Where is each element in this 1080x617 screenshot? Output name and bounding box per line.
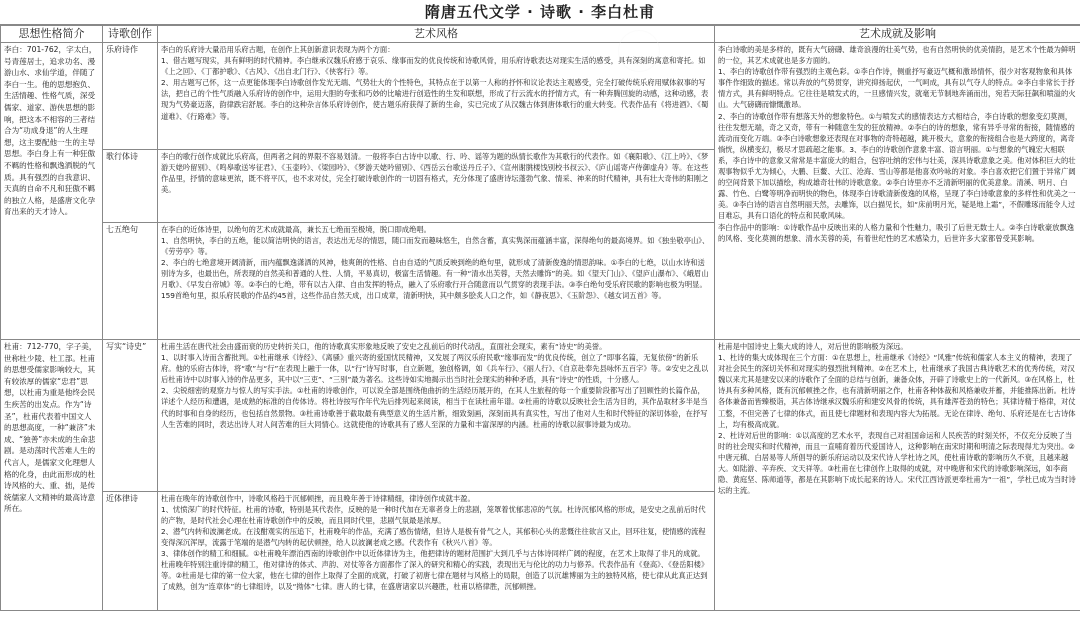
libai-impact: 李白诗歌的美是多样的，既有大气磅礴、雄奇浪漫的壮美气势，也有自然明快的优美情韵，是艺术个性最为鲜明的一位，其艺术成就也是多方面的。 1、李白的诗歌创作带有强烈的主观色彩。①李白作诗，侧重抒写豪迈气概和激昂情怀，很少对客观物象和具体事件作细致的描述。常以奔放的气势贯穿，讲究抑扬起伏，一气呵成，具有以气夺人的特点。②李白非常长于抒情方式，具有鲜明特点。它往往是喷发式的，一旦感情兴发，就毫无节制地奔涌而出，宛若天际狂飙和喷溢的火山。大气磅礴而慷慨激昂。 2、李白的诗歌创作带有想落天外的想象特色。①与喷发式的感情表达方式相结合，李白诗歌的想象变幻莫测，往往发想无端，奇之又奇，带有一种随意生发的狂放精神。②李白的诗的想象，常有异乎寻常的衔接，随情感的流动而变化万端。③李白诗歌想象还表现在对事物的奇特超越，跳开极大，意象的衔接组合也是大跨度的，离奇惝恍，纵横变幻，极尽才思疏超之能事。3、李白的诗歌创作意象丰富、语言明丽。①与想象的气魄宏大相联系，李白诗中的意象又常常是丰富庞大的组合，包容吐纳的宏伟与壮美，深具诗歌意象之美。他对体积巨大的壮观事物似乎尤为倾心，大鹏、巨鳌、大江、沧海、雪山等都是他喜欢吟咏的对象。李白喜欢把它们置于异常广阔的空间背景下加以描绘，构成雄奇壮伟的诗歌意象。②李白诗里亦不乏清新明丽的优美意象。清溪、明月、白露、竹色、白鹭等明净而明快的物色，体现李白诗歌清新俊逸的风格，呈现了李白诗歌意象的多样性和优美之一美。③李白诗的语言自然明丽天然，去雕饰，以白描见长，如“床前明月光，疑是地上霜”，不假雕琢而能令人过目难忘，具有口语化的特点和民歌风味。 李白作品中的影响：①诗歌作品中反映出来的人格力量和个性魅力，吸引了后世无数士人。②李白诗歌豪放飘逸的风格、变化莫测的想象、清水芙蓉的美，有着世纪性的艺术感染力，后世许多大家都曾受其影响。 xyxy=(718,45,1076,243)
literature-table xyxy=(0,25,1080,611)
header-style: 艺术风格 xyxy=(158,26,715,43)
libai-style-3-cell xyxy=(158,222,715,339)
libai-genre-1: 乐府诗作 xyxy=(103,43,158,150)
dufu-style-2: 杜甫在晚年的诗歌创作中，诗歌风格趋于沉郁顿挫，而且晚年善于诗律精细，律诗创作成就丰盈。 1、忧愤深广的时代特征。杜甫的诗歌，特别是其代表作，反映的是一种时代加在无辜者身上的悲剧，笼罩着忧郁悲凉的气氛。杜诗沉郁风格的形成，是安史之乱前后时代的产物，是时代社会心理在杜甫诗歌创作中的反映，而且同时代里，悲剧气氛最是浓厚。 2、潜气内转和波澜老成。在浅酣观实的压追下，杜甫晚年的作品，充满了感伤情绪，但诗人是极有骨气之人，其郁积心头的悲慨往往欲言又止，回环往复，使情感的流程变得深沉浑厚，流露于笔端的是潜气内转的起伏顿挫，给人以波澜老成之感。代表作有《秋兴八首》等。 3、律体创作的精工和细腻。①杜甫晚年漂泊西南的诗歌创作中以近体律诗为主，他把律诗的题材范围扩大到几乎与古体诗同样广阔的程度，在艺术上取得了非凡的成就。杜甫晚年特别注重诗律的精工，他对律诗的体式、声韵、对仗等各方面都作了深入的研究和精心的实践，表现出无与伦比的功力与修养。代表作品有《登高》、《登岳阳楼》等。②杜甫是七律的第一位大家，他在七律的创作上取得了全面的成就，打破了初唐七律在题材与风格上的局限，创造了以沉雄博丽为主的独特风格，使七律从此真正达到了成熟，创为“连章体”的七律组诗，以及“拗体”七律。唐人的七律，在盛唐诸家以兴趣胜，杜甫以格律胜，沉郁顿挫。 xyxy=(161,493,709,592)
dufu-style-2-cell xyxy=(158,491,715,610)
libai-intro-cell xyxy=(1,43,103,340)
dufu-impact-cell xyxy=(715,340,1080,611)
libai-genre-3: 七五绝句 xyxy=(103,222,158,339)
dufu-intro: 杜甫：712-770，字子美，世称杜少陵、杜工部。杜甫的思想受儒家影响较大，其有较浓厚的儒家“忠君”思想，以杜甫为重是他终会民生疾苦的出发点。作为“诗圣”，杜甫代表着中国文人的思想高度，一种“兼济”未成、“独善”亦未成的生命悲剧。是动荡时代苦难人生的代言人，是儒家文化理想人格的化身，由此而形成的杜诗风格的大、重、拙，是传统儒家人文精神的最高诗意所在。 xyxy=(4,342,97,514)
libai-style-2: 李白的歌行创作成就比乐府高，但两者之间的界限不容易划清。一般将李白古诗中以歌、行、吟、谣等为题的纵情长歌作为其歌行的代表作。如《襄阳歌》、《江上吟》、《梦游天姥吟留别》、《鸣皋歌送岑征君》、《玉壶吟》、《梁园吟》、《梦游天姥吟留别》、《西岳云台歌送丹丘子》、《宣州谢朓楼饯别校书叔云》、《庐山谣寄卢侍御虚舟》等。在这些作品里，抒情的意味更浓，既不将平仄，也不求对仗，完全打破诗歌创作的一切固有格式，充分体现了盛唐诗坛蓬勃气象、情采、神来的时代精神，具有壮大奇伟的阳刚之美。 xyxy=(161,152,709,195)
dufu-intro-cell xyxy=(1,340,103,611)
table-row xyxy=(1,340,1080,492)
libai-genre-2: 歌行体诗 xyxy=(103,150,158,222)
libai-style-3: 在李白的近体诗里，以绝句的艺术成就最高，兼长五七绝而至极境，脱口即成绝唱。 1、自然明快，李白的五绝，能以简洁明快的语言，表达出无尽的情思，随口而发而趣味悠生，自然含蓄，真实隽深而蕴涵丰富，深得绝句的最高境界。如《独坐敬亭山》、《劳劳亭》等。 2、李白的七绝意境开阔清新，而内蕴飘逸潇洒的风神，他爽朗的性格、自由自适的气质反映到绝的绝句里，就形成了清新俊逸的情思韵味。①李白的七绝，以山水诗和送别诗为多，也最出色，所表现的自然美和普通的人性、人情，平易真切，极富生活情趣。有一种“清水出芙蓉，天然去雕饰”的美。如《望天门山》、《望庐山瀑布》、《峨眉山月歌》、《早发白帝城》等。②李白的七绝，带有以古入律、自由发挥的特点，融入了乐府歌行开合随意而以气贯穿的表现手法。③李白绝句受乐府民歌的影响也极为明显。159首绝句里，拟乐府民歌的作品约45首，这些作品自然天成，出口成章，清新明快，其中颇多脍炙人口之作，如《静夜思》、《玉阶怨》、《越女词五首》等。 xyxy=(161,224,710,301)
header-genre: 诗歌创作 xyxy=(103,26,158,43)
libai-style-2-cell xyxy=(158,150,715,222)
header-impact: 艺术成就及影响 xyxy=(715,26,1080,43)
libai-intro: 李白：701-762，字太白，号青莲居士，追求功名、漫游山水、求仙学道，伴随了李白一生。他的思想抱负、生活情趣、性格气质，深受儒家、道家、游侠思想的影响，把这本不相容的三者结合为“功成身退”的人生理想，这主要配他一生的主导思想。李白身上有一种狂傲不羁的性格和飘逸洒脱的气质。具有强烈的自我意识、天真的自命不凡和狂傲不羁的独立人格，是盛唐文化孕育出来的天才诗人。 xyxy=(4,45,97,217)
dufu-style-1-cell xyxy=(158,340,715,492)
page-title: 隋唐五代文学 · 诗歌 · 李白杜甫 xyxy=(0,0,1080,25)
libai-style-1: 李白的乐府诗大量沿用乐府古题，在创作上其创新意识表现为两个方面： 1、借古题写现实，具有鲜明的时代精神。李白继承汉魏乐府感于哀乐、缘事而发的优良传统和诗歌风骨，用乐府诗歌表达对现实生活的感受，具有深刻的寓意和寄托。如《上之回》、《丁都护歌》、《古风》、《出自北门行》、《侠客行》等。 2、用古题写己怀，这一点更能体现李白诗歌创作发光无端、气势壮大的个性特色，其特点在于以第一人称的抒怀和议论表达主观感受，完全打破传统乐府用赋体叙事的写法，把自己的个性气质融入乐府诗的创作中，运用大胆的夸张和巧妙的比喻进行创造性的生发和联想，形成了行云流水的抒情方式，有一种奔腾回旋的动感，这种动感，表现为气势豪迈落，韵律跌宕舒展。李白的这种杂言体乐府诗创作，使古题乐府获得了新的生命，实已完成了从汉魏古体到唐体歌行的重大转变。代表作品有《将进酒》、《蜀道难》、《行路难》等。 xyxy=(161,45,709,121)
dufu-genre-1: 写实“诗史” xyxy=(103,340,158,492)
dufu-style-1: 杜甫生活在唐代社会由盛而衰的历史转折关口，他的诗歌真实形象地反映了安史之乱前后的时代动乱，直面社会现实，素有“诗史”的美誉。 1、以时事入诗而含蓄批判。①杜甫继承《诗经》、《离骚》重兴寄的爱国忧民精神，又发展了两汉乐府民歌“缘事而发”的优良传统，创立了“即事名篇，无复依傍”的新乐府。他的乐府古体诗，将“歌”与“行”在表现上融于一体，以“行”诗写时事，自立新题，独创格调，如《兵车行》、《丽人行》、《自京赴奉先县咏怀五百字》等。②安史之乱以后杜甫诗中以时事入诗的作品更多，其中以“三吏”、“三别”最为著名。这些诗如实地揭示出当时社会现实的种种矛盾，具有“诗史”的性质，十分感人。 2、尖锐细密的观察力与惊人的写实手法。①杜甫的诗歌创作，可以说全部是围绕他曲折的生活经历展开的，在其人生旅程的每一个重要阶段都写出了回顾性的长篇作品，详述个人经历和遭遇，是成熟的标准的自传体诗。将杜诗按写作年代先后排列起来阅读，相当于在读杜甫年谱。②杜甫的诗歌以反映社会生活为目的，其作品取材多半是当代的时事和自身的经历，也包括自然景物。③杜甫诗歌善于截取最有典型意义的生活片断，细致刻画，深刻而具有真实性，写出了他对人生和时代特征的深切体验，在抒写人生苦难的同时，表达出诗人对人间苦难的巨大同情心。这就使他的诗歌具有了感人至深的力量和丰富深厚的内涵。杜甫的诗歌以叙事诗最为成功。 xyxy=(161,342,709,429)
dufu-genre-2: 近体律诗 xyxy=(103,491,158,610)
table-header-row xyxy=(1,26,1080,43)
libai-impact-cell xyxy=(715,43,1080,340)
dufu-impact: 杜甫是中国诗史上集大成的诗人，对后世的影响极为深远。 1、杜诗的集大成体现在三个方面：①在思想上，杜甫继承《诗经》“风雅”传统和儒家人本主义的精神，表现了对社会民生的深切关怀和对现实的强烈批判精神。②在艺术上，杜甫继承了我国古典诗歌艺术的优秀传统，对汉魏以来尤其是建安以来的诗歌作了全面的总结与创新，兼备众体，开辟了诗歌史上的一代新风。③在风格上，杜诗具有多种风格，既有沉郁顿挫之作，也有清新明丽之作，杜甫各种体裁和风格兼收并蓄，并能推陈出新。杜诗各体兼备而皆臻极诣，其古体诗继承汉魏乐府和建安风骨的传统，具有雄浑苍劲的特色；其律诗精于格律，对仗工整，不但完善了七律的体式，而且使七律题材和表现内容大为拓展。无论在律诗、绝句、乐府还是在七古诗体上，均有极高成就。 2、杜诗对后世的影响：①以高度的艺术水平，表现自己对祖国命运和人民疾苦的时刻关怀，不仅充分反映了当时的社会现实和时代精神，而且一直哺育着历代爱国诗人，这种影响在南宋时期和明清之际表现得尤为突出。②中唐元稹、白居易等人所倡导的新乐府运动以及宋代诗人学杜诗之风，使杜甫诗歌的影响历久不衰，且越来越大。如陆游、辛弃疾、文天祥等。③杜甫在七律创作上取得的成就，对中晚唐和宋代的诗歌影响深远，如李商隐、黄庭坚、陈师道等，都是在其影响下成长起来的诗人。宋代江西诗派更奉杜甫为“一祖”，学杜已成为当时诗坛的主流。 xyxy=(718,342,1076,496)
header-intro: 思想性格简介 xyxy=(1,26,103,43)
table-row xyxy=(1,43,1080,150)
watermark xyxy=(618,30,660,72)
